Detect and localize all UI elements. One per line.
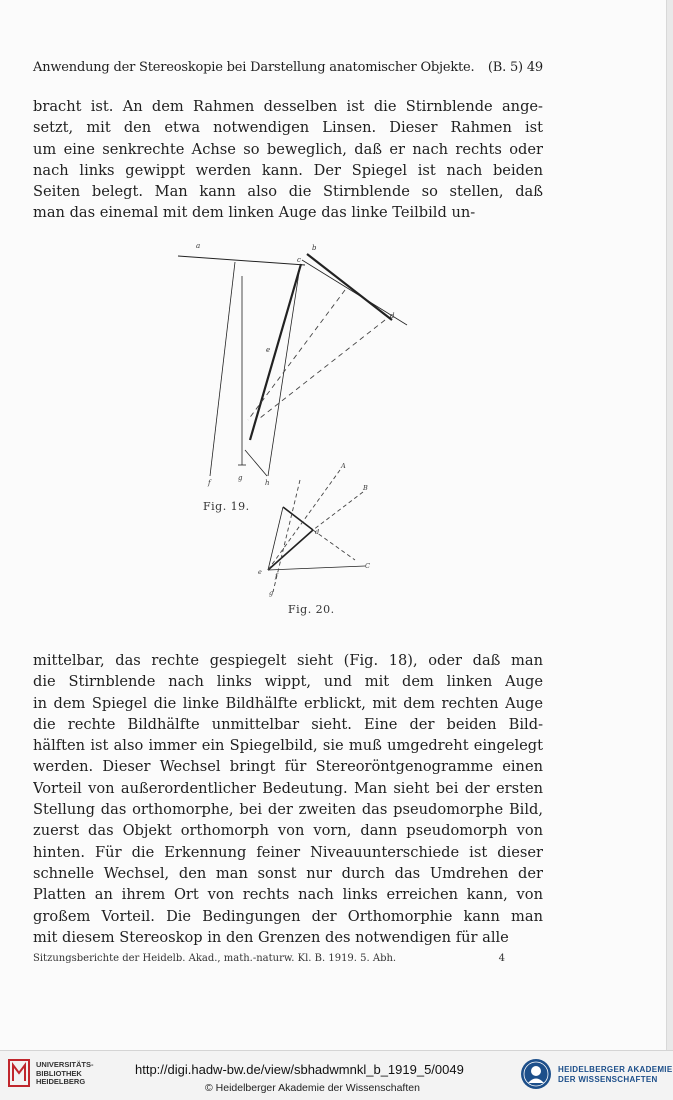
fig20-label-B: B	[363, 484, 368, 492]
text-line: großem Vorteil. Die Bedingungen der Orthomorphie kann man	[33, 907, 543, 925]
text-line: um eine senkrechte Achse so beweglich, daß er nach rechts oder	[33, 140, 543, 158]
university-library-logo-icon[interactable]	[8, 1059, 30, 1087]
fig19-mirror-line	[250, 264, 301, 440]
text-line: mit diesem Stereoskop in den Grenzen des notwendigen für alle	[33, 928, 509, 946]
fig19-label-g: g	[238, 474, 243, 482]
paragraph-top	[33, 96, 543, 224]
text-line: setzt, mit den etwa notwendigen Linsen. Dieser Rahmen ist	[33, 119, 543, 137]
academy-name-line: HEIDELBERGER AKADEMIE	[558, 1065, 673, 1074]
fig20-label-g: g	[269, 589, 274, 597]
library-name-line: BIBLIOTHEK	[36, 1068, 82, 1078]
text-line: mittelbar, das rechte gespiegelt sieht (Fig. 18), oder daß man	[33, 652, 543, 669]
fig20-label-d: d	[315, 528, 320, 536]
fig19-label-e: e	[266, 346, 271, 354]
running-head-page-ref: (B. 5) 49	[487, 60, 543, 75]
footer-sheet-number: 4	[498, 953, 505, 964]
page-edge	[666, 0, 673, 1050]
fig19-blende-line	[307, 254, 392, 320]
fig20-dashed-ray	[313, 492, 363, 530]
figure-20-diagram	[255, 462, 375, 597]
fig20-line	[283, 507, 313, 530]
text-line: hinten. Für die Erkennung feiner Niveauunterschiede ist dieser	[33, 843, 543, 861]
paragraph-bottom	[33, 650, 543, 948]
fig20-label-e: e	[258, 568, 262, 576]
text-line: hälften ist also immer ein Spiegelbild, sie muß umgedreht eingelegt	[33, 737, 543, 755]
fig20-label-C: C	[365, 562, 370, 570]
viewer-bottom-bar	[0, 1050, 673, 1100]
text-line: man das einemal mit dem linken Auge das linke Teilbild un-	[33, 204, 476, 222]
fig19-dashed-ray	[260, 320, 385, 418]
text-line: Platten an ihrem Ort von rechts nach links erreichen kann, von	[33, 886, 543, 904]
fig19-ray	[268, 266, 300, 476]
university-library-name[interactable]	[36, 1061, 94, 1087]
fig19-label-f: f	[208, 479, 211, 487]
text-line: schnelle Wechsel, den man sonst nur durch das Umdrehen der	[33, 864, 543, 882]
text-line: Seiten belegt. Man kann also die Stirnblende so stellen, daß	[33, 183, 543, 201]
academy-name-line: DER WISSENSCHAFTEN	[558, 1075, 658, 1084]
text-line: die Stirnblende nach links wippt, und mit dem linken Auge	[33, 673, 543, 691]
fig20-line	[268, 530, 313, 570]
text-line: zuerst das Objekt orthomorph von vorn, dann pseudomorph von	[33, 822, 543, 840]
fig20-label-A: A	[341, 462, 346, 470]
text-line: werden. Dieser Wechsel bringt für Stereoröntgenogramme einen	[33, 758, 543, 776]
text-line: bracht ist. An dem Rahmen desselben ist die Stirnblende ange-	[33, 98, 543, 115]
text-line: Stellung das orthomorphe, bei der zweiten das pseudomorphe Bild,	[33, 801, 543, 819]
text-line: Vorteil von außerordentlicher Bedeutung. Man sieht bei der ersten	[33, 779, 543, 797]
fig19-line	[178, 256, 305, 265]
footer-citation: Sitzungsberichte der Heidelb. Akad., math.-naturw. Kl. B. 1919. 5. Abh.	[33, 953, 397, 964]
academy-seal-icon[interactable]	[520, 1058, 552, 1090]
fig19-label-h: h	[265, 479, 270, 487]
fig19-dashed-ray	[248, 290, 345, 420]
library-name-line: UNIVERSITÄTS-	[36, 1060, 94, 1069]
fig20-base-line	[268, 566, 365, 570]
fig19-label-a: a	[196, 242, 201, 250]
academy-name[interactable]	[558, 1065, 672, 1085]
text-line: in dem Spiegel die linke Bildhälfte erblickt, mit dem rechten Auge	[33, 694, 543, 712]
text-line: nach links gewippt werden kann. Der Spiegel ist nach beiden	[33, 161, 543, 179]
text-line: die rechte Bildhälfte unmittelbar sieht. Eine der beiden Bild-	[33, 715, 543, 733]
fig19-label-b: b	[312, 244, 317, 252]
figure-20-caption: Fig. 20.	[288, 603, 335, 616]
fig20-dashed-ray	[268, 470, 340, 570]
fig19-ray	[210, 262, 235, 476]
fig19-label-c: c	[297, 256, 301, 264]
fig19-label-d: d	[390, 312, 395, 320]
permalink-url[interactable]: http://digi.hadw-bw.de/view/sbhadwmnkl_b_1919_5/0049	[135, 1062, 464, 1077]
running-head-title: Anwendung der Stereoskopie bei Darstellung anatomischer Objekte.	[33, 60, 475, 75]
fig20-dashed-ray	[313, 530, 355, 560]
figure-19-diagram	[170, 240, 415, 490]
figure-19-caption: Fig. 19.	[203, 500, 250, 513]
copyright-notice: © Heidelberger Akademie der Wissenschaften	[205, 1082, 420, 1094]
fig20-line	[268, 507, 283, 570]
fig20-label-f: f	[275, 572, 278, 580]
library-name-line: HEIDELBERG	[36, 1077, 86, 1086]
